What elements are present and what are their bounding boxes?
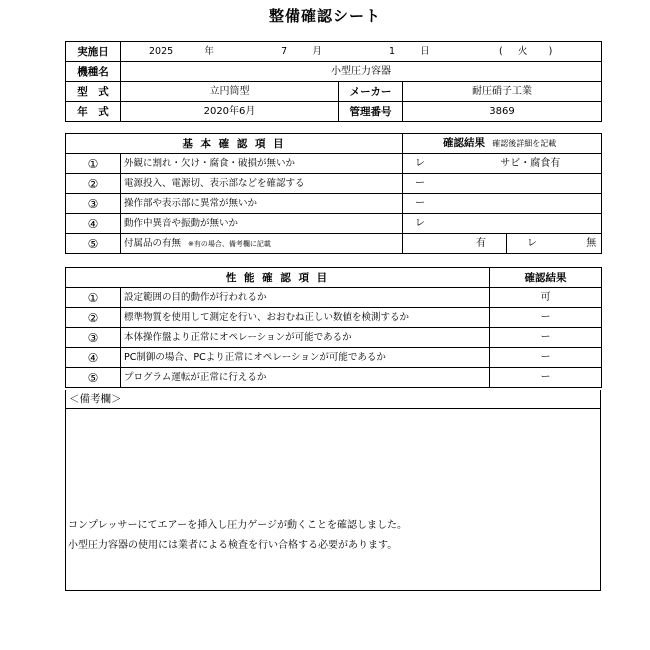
- date-row: [66, 42, 602, 62]
- weekday-close: ): [548, 45, 553, 57]
- month-value: 7: [281, 45, 288, 57]
- basic-result-note: 確認後詳細を記載: [492, 139, 557, 148]
- weekday-open: (: [498, 45, 503, 57]
- performance-header: 性 能 確 認 項 目: [66, 268, 490, 288]
- item-number: ⑤: [66, 368, 121, 388]
- item-text: PC制御の場合、PCより正常にオペレーションが可能であるか: [121, 348, 490, 368]
- item-number: ②: [66, 174, 121, 194]
- basic-result-label: 確認結果: [443, 137, 486, 149]
- remarks-line: 小型圧力容器の使用には業者による検査を行い合格する必要があります。: [68, 540, 398, 551]
- accessory-yes: 有: [403, 234, 507, 254]
- item-text: プログラム運転が正常に行えるか: [121, 368, 490, 388]
- item-result: [403, 154, 602, 174]
- item-result: ー: [490, 348, 602, 368]
- type-label: 型 式: [66, 82, 121, 102]
- item-result: ー: [490, 368, 602, 388]
- day-value: 1: [389, 45, 396, 57]
- basic-check-table: [65, 133, 602, 254]
- date-label: 実施日: [66, 42, 121, 62]
- year-made-row: [66, 102, 602, 122]
- item-result: 可: [490, 288, 602, 308]
- performance-check-table: [65, 267, 602, 388]
- item-result: [403, 194, 602, 214]
- item-result: ー: [490, 308, 602, 328]
- maker-label: メーカー: [339, 82, 403, 102]
- remarks-divider: [66, 408, 600, 409]
- item-text: 動作中異音や振動が無いか: [121, 214, 403, 234]
- result-mark: ー: [415, 177, 426, 189]
- table-row: [66, 348, 602, 368]
- table-row: [66, 308, 602, 328]
- item-number: ⑤: [66, 234, 121, 254]
- table-row: [66, 288, 602, 308]
- remarks-line: コンプレッサーにてエアーを挿入し圧力ゲージが動くことを確認しました。: [68, 520, 407, 531]
- item-result: [403, 174, 602, 194]
- table-row: [66, 234, 602, 254]
- control-label: 管理番号: [339, 102, 403, 122]
- item-number: ①: [66, 288, 121, 308]
- weekday-value: 火: [517, 45, 528, 57]
- table-row: [66, 328, 602, 348]
- accessory-note: ※有の場合、備考欄に記載: [188, 239, 271, 248]
- remarks-header: ＜備考欄＞: [69, 393, 122, 405]
- year-made-value: 2020年6月: [121, 102, 339, 122]
- item-text: 外観に割れ・欠け・腐食・破損が無いか: [121, 154, 403, 174]
- result-mark: レ: [415, 217, 426, 229]
- basic-result-header: [403, 134, 602, 154]
- date-value: [121, 42, 602, 62]
- model-label: 機種名: [66, 62, 121, 82]
- info-table: [65, 41, 602, 122]
- type-value: 立円筒型: [121, 82, 339, 102]
- item-result: [403, 214, 602, 234]
- month-unit: 月: [312, 45, 322, 57]
- year-value: 2025: [149, 45, 174, 57]
- result-mark: ー: [415, 197, 426, 209]
- result-detail: サビ・腐食有: [500, 157, 561, 169]
- accessory-no: 無: [586, 237, 597, 249]
- basic-header: 基 本 確 認 項 目: [66, 134, 403, 154]
- item-text: 本体操作盤より正常にオペレーションが可能であるか: [121, 328, 490, 348]
- model-value: 小型圧力容器: [121, 62, 602, 82]
- item-number: ①: [66, 154, 121, 174]
- table-row: [66, 154, 602, 174]
- accessory-label: 付属品の有無: [124, 237, 182, 249]
- item-text: 電源投入、電源切、表示部などを確認する: [121, 174, 403, 194]
- control-value: 3869: [403, 102, 602, 122]
- item-number: ③: [66, 194, 121, 214]
- performance-result-header: 確認結果: [490, 268, 602, 288]
- item-text: [121, 234, 403, 254]
- table-row: [66, 194, 602, 214]
- performance-header-row: [66, 268, 602, 288]
- model-row: [66, 62, 602, 82]
- item-text: 設定範囲の目的動作が行われるか: [121, 288, 490, 308]
- page-title: 整備確認シート: [268, 7, 381, 25]
- item-number: ④: [66, 348, 121, 368]
- year-made-label: 年 式: [66, 102, 121, 122]
- type-row: [66, 82, 602, 102]
- basic-header-row: [66, 134, 602, 154]
- accessory-check-mark: レ: [527, 237, 538, 249]
- result-mark: レ: [415, 157, 426, 169]
- item-text: 標準物質を使用して測定を行い、おおむね正しい数値を検測するか: [121, 308, 490, 328]
- accessory-check: [507, 234, 602, 254]
- table-row: [66, 174, 602, 194]
- item-number: ④: [66, 214, 121, 234]
- maker-value: 耐圧硝子工業: [403, 82, 602, 102]
- year-unit: 年: [204, 45, 214, 57]
- item-number: ②: [66, 308, 121, 328]
- item-text: 操作部や表示部に異常が無いか: [121, 194, 403, 214]
- remarks-box: [65, 390, 601, 591]
- item-number: ③: [66, 328, 121, 348]
- item-result: ー: [490, 328, 602, 348]
- table-row: [66, 368, 602, 388]
- day-unit: 日: [420, 45, 430, 57]
- table-row: [66, 214, 602, 234]
